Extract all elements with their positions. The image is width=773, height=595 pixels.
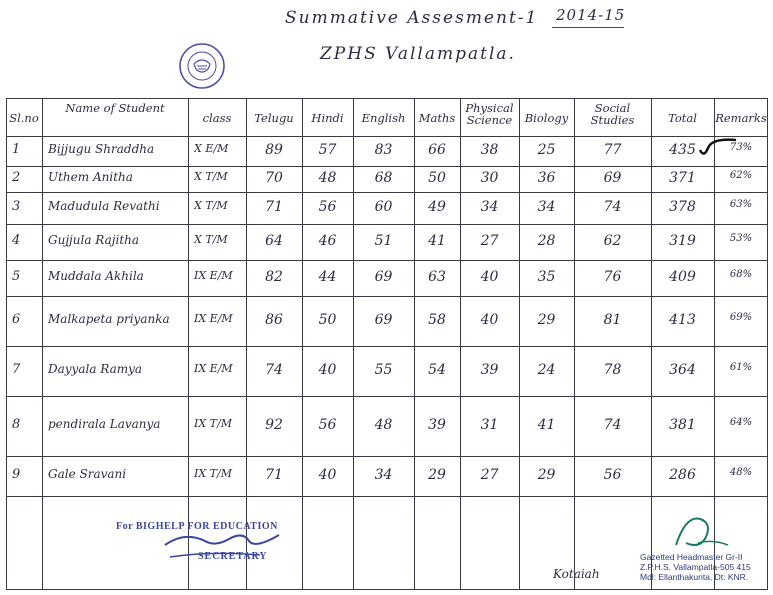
table-hline	[6, 260, 768, 261]
cell-english: 69	[374, 312, 393, 328]
cell-physics: 38	[480, 142, 499, 158]
table-hline	[6, 496, 768, 497]
header-social-studies: Social Studies	[590, 101, 635, 127]
cell-maths: 54	[428, 362, 446, 378]
cell-sl: 7	[12, 362, 21, 377]
cell-biology: 36	[537, 170, 556, 186]
cell-sl: 5	[12, 269, 21, 284]
cell-telugu: 71	[265, 199, 283, 215]
stamp-left-line2: SECRETARY	[198, 551, 268, 562]
cell-remarks: 69%	[729, 312, 753, 323]
header-class: class	[202, 111, 232, 125]
cell-english: 55	[374, 362, 393, 378]
cell-class: IX T/M	[194, 417, 232, 430]
header-slno: Sl.no	[9, 111, 39, 125]
header-biology: Biology	[524, 111, 569, 125]
cell-sl: 9	[12, 467, 21, 482]
cell-remarks: 73%	[729, 142, 753, 153]
cell-physics: 34	[480, 199, 499, 215]
cell-physics: 39	[480, 362, 499, 378]
cell-hindi: 48	[318, 170, 337, 186]
cell-hindi: 40	[318, 467, 337, 483]
cell-maths: 58	[428, 312, 446, 328]
cell-maths: 50	[428, 170, 446, 186]
cell-social: 77	[603, 142, 622, 158]
stamp-left-line1: For BIGHELP FOR EDUCATION	[116, 521, 278, 532]
cell-english: 68	[374, 170, 393, 186]
cell-remarks: 48%	[729, 467, 753, 478]
stamp-right-line3: Mdl: Ellanthakunta, Dt: KNR.	[640, 572, 749, 582]
cell-social: 56	[603, 467, 622, 483]
table-vline	[6, 98, 7, 590]
header-total: Total	[668, 111, 697, 125]
school-seal-icon	[178, 42, 226, 90]
cell-telugu: 89	[265, 142, 283, 158]
cell-sl: 1	[12, 142, 21, 157]
cell-maths: 41	[428, 233, 446, 249]
cell-social: 69	[603, 170, 622, 186]
cell-name: Madudula Revathi	[48, 199, 160, 213]
cell-maths: 29	[428, 467, 446, 483]
header-physical-science: Physical Science	[465, 101, 514, 127]
cell-total: 409	[669, 269, 696, 285]
cell-class: IX E/M	[194, 269, 233, 282]
cell-name: Muddala Akhila	[48, 269, 144, 283]
cell-remarks: 53%	[729, 233, 753, 244]
cell-social: 62	[603, 233, 622, 249]
cell-name: Uthem Anitha	[48, 170, 133, 184]
cell-english: 34	[374, 467, 393, 483]
table-vline	[767, 98, 768, 590]
cell-social: 76	[603, 269, 622, 285]
cell-total: 435	[669, 142, 696, 158]
cell-biology: 25	[537, 142, 556, 158]
cell-remarks: 63%	[729, 199, 753, 210]
cell-physics: 27	[480, 467, 499, 483]
cell-biology: 29	[537, 467, 556, 483]
cell-social: 74	[603, 417, 622, 433]
table-hline	[6, 296, 768, 297]
cell-remarks: 68%	[729, 269, 753, 280]
cell-hindi: 40	[318, 362, 337, 378]
cell-total: 364	[669, 362, 696, 378]
cell-maths: 66	[428, 142, 446, 158]
table-hline	[6, 456, 768, 457]
cell-class: X E/M	[194, 142, 229, 155]
cell-telugu: 74	[265, 362, 283, 378]
table-vline	[42, 98, 43, 590]
cell-biology: 29	[537, 312, 556, 328]
cell-total: 371	[669, 170, 696, 186]
cell-telugu: 86	[265, 312, 283, 328]
cell-name: Gale Sravani	[48, 467, 127, 481]
cell-hindi: 57	[318, 142, 337, 158]
table-hline	[6, 192, 768, 193]
cell-social: 78	[603, 362, 622, 378]
year-underline	[552, 27, 624, 28]
year: 2014-15	[556, 6, 626, 24]
cell-english: 60	[374, 199, 393, 215]
cell-class: IX E/M	[194, 362, 233, 375]
school-name: ZPHS Vallampatla.	[320, 44, 516, 64]
cell-social: 81	[603, 312, 622, 328]
cell-maths: 39	[428, 417, 446, 433]
cell-maths: 49	[428, 199, 446, 215]
cell-biology: 24	[537, 362, 556, 378]
headmaster-stamp	[640, 552, 770, 592]
cell-hindi: 50	[318, 312, 337, 328]
cell-sl: 8	[12, 417, 21, 432]
cell-remarks: 62%	[729, 170, 753, 181]
cell-remarks: 61%	[729, 362, 753, 373]
cell-sl: 3	[12, 199, 21, 214]
cell-english: 69	[374, 269, 393, 285]
table-hline	[6, 224, 768, 225]
header-telugu: Telugu	[254, 111, 294, 125]
header-maths: Maths	[418, 111, 456, 125]
cell-social: 74	[603, 199, 622, 215]
cell-name: Malkapeta priyanka	[48, 312, 170, 326]
cell-telugu: 82	[265, 269, 283, 285]
cell-name: Gujjula Rajitha	[48, 233, 140, 247]
cell-class: X T/M	[194, 199, 228, 212]
cell-physics: 30	[480, 170, 499, 186]
cell-name: Dayyala Ramya	[48, 362, 143, 376]
cell-telugu: 70	[265, 170, 283, 186]
cell-biology: 34	[537, 199, 556, 215]
cell-physics: 27	[480, 233, 499, 249]
cell-english: 51	[374, 233, 393, 249]
cell-physics: 40	[480, 312, 499, 328]
cell-maths: 63	[428, 269, 446, 285]
cell-physics: 40	[480, 269, 499, 285]
stamp-right-line2: Z.P.H.S. Vallampatla-505 415	[640, 562, 751, 572]
table-hline	[6, 396, 768, 397]
seal-text	[232, 90, 243, 91]
cell-hindi: 56	[318, 417, 337, 433]
cell-total: 381	[669, 417, 696, 433]
cell-name: pendirala Lavanya	[48, 417, 161, 431]
cell-class: IX T/M	[194, 467, 232, 480]
cell-telugu: 64	[265, 233, 283, 249]
tick-mark-icon	[698, 130, 738, 160]
cell-name: Bijjugu Shraddha	[48, 142, 155, 156]
cell-biology: 35	[537, 269, 556, 285]
cell-total: 286	[669, 467, 696, 483]
header-remarks: Remarks	[715, 111, 767, 125]
cell-total: 413	[669, 312, 696, 328]
cell-english: 83	[374, 142, 393, 158]
table-hline	[6, 136, 768, 137]
cell-sl: 2	[12, 170, 21, 185]
cell-physics: 31	[480, 417, 499, 433]
title: Summative Assesment-1	[285, 8, 539, 28]
cell-english: 48	[374, 417, 393, 433]
header-english: English	[361, 111, 406, 125]
cell-telugu: 71	[265, 467, 283, 483]
cell-class: X T/M	[194, 170, 228, 183]
cell-class: IX E/M	[194, 312, 233, 325]
table-hline	[6, 346, 768, 347]
stamp-right-line1: Gazetted Headmaster Gr-II	[640, 552, 743, 562]
education-stamp	[110, 515, 290, 575]
headmaster-signature-icon	[668, 505, 738, 555]
cell-remarks: 64%	[729, 417, 753, 428]
cell-hindi: 46	[318, 233, 337, 249]
cell-biology: 28	[537, 233, 556, 249]
cell-biology: 41	[537, 417, 556, 433]
header-hindi: Hindi	[311, 111, 344, 125]
cell-total: 378	[669, 199, 696, 215]
cell-sl: 4	[12, 233, 21, 248]
cell-telugu: 92	[265, 417, 283, 433]
table-hline	[6, 98, 768, 99]
cell-total: 319	[669, 233, 696, 249]
table-hline	[6, 166, 768, 167]
cell-sl: 6	[12, 312, 21, 327]
bottom-signature: Kotaiah	[553, 567, 600, 581]
header-name: Name of Student	[65, 101, 165, 115]
cell-class: X T/M	[194, 233, 228, 246]
cell-hindi: 56	[318, 199, 337, 215]
cell-hindi: 44	[318, 269, 337, 285]
